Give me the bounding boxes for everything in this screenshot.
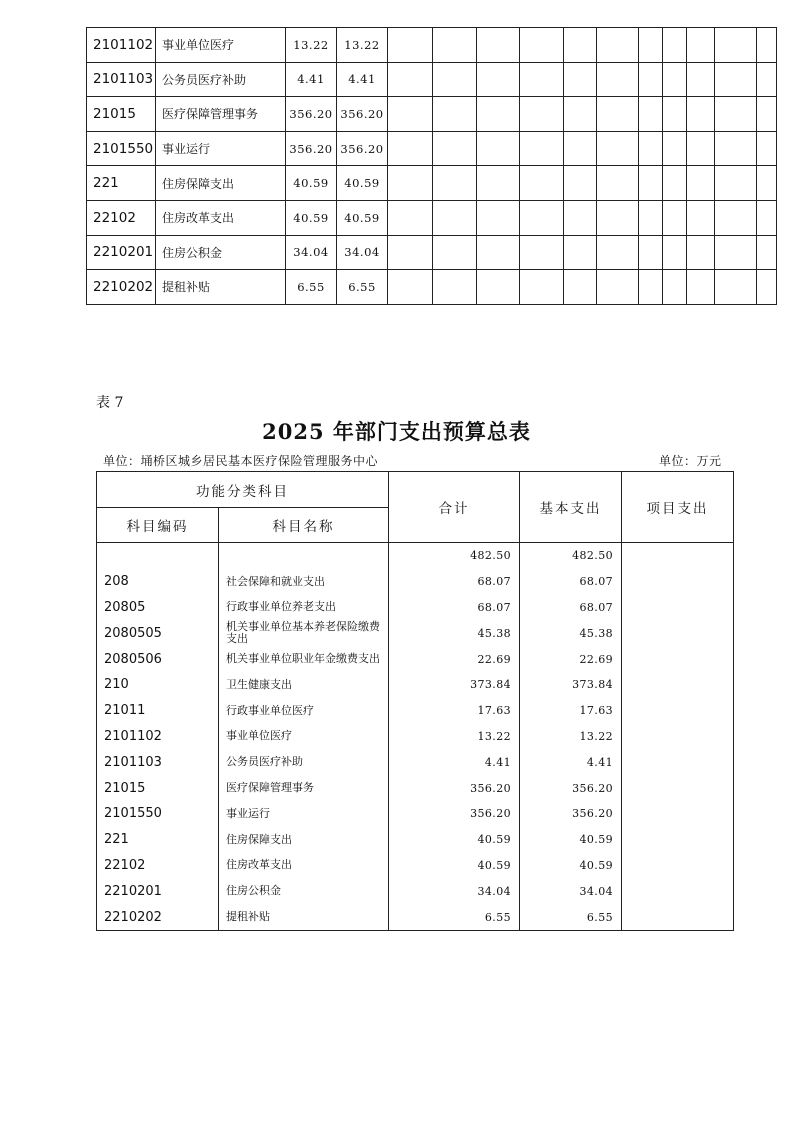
row-basic: 6.55 xyxy=(337,270,388,305)
row-basic: 68.07 xyxy=(520,569,622,595)
row-basic: 68.07 xyxy=(520,595,622,621)
row-basic: 13.22 xyxy=(520,724,622,750)
empty-cell xyxy=(388,131,433,166)
row-name: 事业运行 xyxy=(156,131,286,166)
row-name: 医疗保障管理事务 xyxy=(156,97,286,132)
row-total: 6.55 xyxy=(286,270,337,305)
empty-cell xyxy=(477,200,520,235)
row-total: 40.59 xyxy=(286,200,337,235)
table-row xyxy=(87,200,777,235)
row-name: 住房保障支出 xyxy=(219,827,389,853)
row-code: 21015 xyxy=(97,775,219,801)
empty-cell xyxy=(639,270,663,305)
row-code: 210 xyxy=(97,672,219,698)
empty-cell xyxy=(663,200,687,235)
header-basic-expenditure: 基本支出 xyxy=(520,472,622,543)
empty-cell xyxy=(520,235,564,270)
empty-cell xyxy=(564,270,597,305)
table-row xyxy=(97,853,734,879)
row-total: 40.59 xyxy=(286,166,337,201)
empty-cell xyxy=(715,270,757,305)
table-row xyxy=(97,724,734,750)
row-name: 社会保障和就业支出 xyxy=(219,569,389,595)
row-name: 医疗保障管理事务 xyxy=(219,775,389,801)
empty-cell xyxy=(757,28,777,63)
row-total: 34.04 xyxy=(389,878,520,904)
row-name: 提租补贴 xyxy=(219,904,389,930)
row-name: 行政事业单位养老支出 xyxy=(219,595,389,621)
row-basic: 373.84 xyxy=(520,672,622,698)
row-project xyxy=(622,827,734,853)
row-basic: 40.59 xyxy=(520,853,622,879)
table-row xyxy=(97,620,734,646)
row-code: 2101550 xyxy=(87,131,156,166)
row-basic: 40.59 xyxy=(337,200,388,235)
row-name: 机关事业单位职业年金缴费支出 xyxy=(219,646,389,672)
empty-cell xyxy=(663,166,687,201)
table-row xyxy=(97,672,734,698)
empty-cell xyxy=(639,62,663,97)
row-total: 373.84 xyxy=(389,672,520,698)
row-code: 2101550 xyxy=(97,801,219,827)
header-subject-code: 科目编码 xyxy=(97,508,219,543)
row-code xyxy=(97,543,219,569)
empty-cell xyxy=(639,28,663,63)
empty-cell xyxy=(715,200,757,235)
empty-cell xyxy=(597,131,639,166)
table-row xyxy=(97,698,734,724)
empty-cell xyxy=(687,97,715,132)
table-row xyxy=(97,595,734,621)
empty-cell xyxy=(433,97,477,132)
empty-cell xyxy=(663,28,687,63)
row-basic: 13.22 xyxy=(337,28,388,63)
row-basic: 34.04 xyxy=(337,235,388,270)
row-name: 提租补贴 xyxy=(156,270,286,305)
row-name: 住房公积金 xyxy=(156,235,286,270)
table-row xyxy=(97,878,734,904)
row-name: 机关事业单位基本养老保险缴费支出 xyxy=(219,620,389,646)
table-row xyxy=(97,543,734,569)
empty-cell xyxy=(433,166,477,201)
empty-cell xyxy=(520,200,564,235)
row-total: 22.69 xyxy=(389,646,520,672)
empty-cell xyxy=(663,270,687,305)
empty-cell xyxy=(757,166,777,201)
row-total: 40.59 xyxy=(389,853,520,879)
table-row xyxy=(97,801,734,827)
row-name: 卫生健康支出 xyxy=(219,672,389,698)
table-row xyxy=(97,827,734,853)
empty-cell xyxy=(388,270,433,305)
empty-cell xyxy=(388,200,433,235)
row-project xyxy=(622,904,734,930)
empty-cell xyxy=(388,235,433,270)
empty-cell xyxy=(433,235,477,270)
empty-cell xyxy=(639,235,663,270)
empty-cell xyxy=(477,28,520,63)
table-row xyxy=(97,646,734,672)
row-code: 20805 xyxy=(97,595,219,621)
row-total: 4.41 xyxy=(389,749,520,775)
empty-cell xyxy=(687,200,715,235)
row-project xyxy=(622,569,734,595)
empty-cell xyxy=(520,28,564,63)
row-code: 21015 xyxy=(87,97,156,132)
empty-cell xyxy=(564,62,597,97)
empty-cell xyxy=(687,270,715,305)
row-basic: 4.41 xyxy=(520,749,622,775)
empty-cell xyxy=(520,131,564,166)
row-total: 356.20 xyxy=(389,775,520,801)
row-code: 21011 xyxy=(97,698,219,724)
empty-cell xyxy=(477,131,520,166)
row-basic: 45.38 xyxy=(520,620,622,646)
row-project xyxy=(622,801,734,827)
empty-cell xyxy=(639,97,663,132)
empty-cell xyxy=(757,131,777,166)
empty-cell xyxy=(687,166,715,201)
row-project xyxy=(622,698,734,724)
empty-cell xyxy=(564,200,597,235)
header-subject-name: 科目名称 xyxy=(219,508,389,543)
row-total: 482.50 xyxy=(389,543,520,569)
empty-cell xyxy=(564,235,597,270)
row-code: 208 xyxy=(97,569,219,595)
row-basic: 356.20 xyxy=(337,97,388,132)
empty-cell xyxy=(663,131,687,166)
row-code: 22102 xyxy=(97,853,219,879)
empty-cell xyxy=(433,270,477,305)
empty-cell xyxy=(715,97,757,132)
row-code: 2101103 xyxy=(87,62,156,97)
empty-cell xyxy=(597,97,639,132)
empty-cell xyxy=(564,28,597,63)
row-code: 2210201 xyxy=(87,235,156,270)
row-total: 6.55 xyxy=(389,904,520,930)
table-body xyxy=(97,543,734,931)
empty-cell xyxy=(520,166,564,201)
row-name: 公务员医疗补助 xyxy=(219,749,389,775)
row-name: 行政事业单位医疗 xyxy=(219,698,389,724)
empty-cell xyxy=(597,200,639,235)
empty-cell xyxy=(757,97,777,132)
empty-cell xyxy=(597,62,639,97)
table-row xyxy=(87,235,777,270)
row-name: 住房公积金 xyxy=(219,878,389,904)
row-total: 4.41 xyxy=(286,62,337,97)
row-total: 17.63 xyxy=(389,698,520,724)
row-code: 22102 xyxy=(87,200,156,235)
empty-cell xyxy=(564,97,597,132)
row-basic: 356.20 xyxy=(337,131,388,166)
empty-cell xyxy=(715,166,757,201)
empty-cell xyxy=(433,200,477,235)
row-total: 356.20 xyxy=(389,801,520,827)
row-basic: 40.59 xyxy=(520,827,622,853)
empty-cell xyxy=(715,235,757,270)
row-project xyxy=(622,543,734,569)
previous-table-continuation xyxy=(86,27,777,305)
row-basic: 22.69 xyxy=(520,646,622,672)
empty-cell xyxy=(388,166,433,201)
empty-cell xyxy=(520,97,564,132)
row-total: 13.22 xyxy=(286,28,337,63)
previous-table-body xyxy=(87,28,777,305)
empty-cell xyxy=(433,131,477,166)
empty-cell xyxy=(477,235,520,270)
empty-cell xyxy=(639,131,663,166)
row-basic: 356.20 xyxy=(520,801,622,827)
row-code: 221 xyxy=(97,827,219,853)
empty-cell xyxy=(639,166,663,201)
row-name: 住房改革支出 xyxy=(156,200,286,235)
empty-cell xyxy=(757,200,777,235)
empty-cell xyxy=(477,62,520,97)
empty-cell xyxy=(388,97,433,132)
row-name xyxy=(219,543,389,569)
row-total: 68.07 xyxy=(389,595,520,621)
expenditure-budget-table xyxy=(96,471,734,931)
empty-cell xyxy=(388,28,433,63)
table-row xyxy=(87,28,777,63)
row-name: 公务员医疗补助 xyxy=(156,62,286,97)
table-header xyxy=(97,472,734,543)
table-row xyxy=(87,62,777,97)
empty-cell xyxy=(564,131,597,166)
row-project xyxy=(622,595,734,621)
empty-cell xyxy=(520,62,564,97)
row-basic: 40.59 xyxy=(337,166,388,201)
table-row xyxy=(97,775,734,801)
table-number-label: 表 7 xyxy=(96,395,124,411)
row-basic: 34.04 xyxy=(520,878,622,904)
row-basic: 356.20 xyxy=(520,775,622,801)
row-code: 2080505 xyxy=(97,620,219,646)
row-code: 2101102 xyxy=(97,724,219,750)
row-basic: 482.50 xyxy=(520,543,622,569)
row-code: 2101103 xyxy=(97,749,219,775)
row-basic: 4.41 xyxy=(337,62,388,97)
row-code: 2101102 xyxy=(87,28,156,63)
empty-cell xyxy=(757,270,777,305)
empty-cell xyxy=(597,235,639,270)
page-title: 2025 年部门支出预算总表 xyxy=(262,419,531,444)
row-code: 2210201 xyxy=(97,878,219,904)
row-project xyxy=(622,646,734,672)
table-row xyxy=(87,270,777,305)
row-code: 221 xyxy=(87,166,156,201)
row-project xyxy=(622,775,734,801)
row-project xyxy=(622,853,734,879)
row-name: 住房改革支出 xyxy=(219,853,389,879)
row-name: 事业单位医疗 xyxy=(219,724,389,750)
currency-unit-label: 单位：万元 xyxy=(659,454,722,468)
empty-cell xyxy=(597,166,639,201)
table-row xyxy=(87,97,777,132)
empty-cell xyxy=(433,28,477,63)
row-name: 住房保障支出 xyxy=(156,166,286,201)
empty-cell xyxy=(687,235,715,270)
table-row xyxy=(97,749,734,775)
reporting-unit-label: 单位：埇桥区城乡居民基本医疗保险管理服务中心 xyxy=(103,454,379,468)
empty-cell xyxy=(715,131,757,166)
header-project-expenditure: 项目支出 xyxy=(622,472,734,543)
row-code: 2210202 xyxy=(87,270,156,305)
row-code: 2080506 xyxy=(97,646,219,672)
row-name: 事业运行 xyxy=(219,801,389,827)
row-total: 40.59 xyxy=(389,827,520,853)
empty-cell xyxy=(639,200,663,235)
header-function-category: 功能分类科目 xyxy=(97,472,389,508)
row-basic: 6.55 xyxy=(520,904,622,930)
empty-cell xyxy=(663,97,687,132)
row-basic: 17.63 xyxy=(520,698,622,724)
row-total: 356.20 xyxy=(286,97,337,132)
empty-cell xyxy=(687,131,715,166)
header-total: 合计 xyxy=(389,472,520,543)
empty-cell xyxy=(757,62,777,97)
empty-cell xyxy=(433,62,477,97)
row-project xyxy=(622,620,734,646)
empty-cell xyxy=(564,166,597,201)
row-project xyxy=(622,878,734,904)
empty-cell xyxy=(477,270,520,305)
row-total: 45.38 xyxy=(389,620,520,646)
empty-cell xyxy=(687,62,715,97)
empty-cell xyxy=(477,166,520,201)
row-project xyxy=(622,749,734,775)
empty-cell xyxy=(757,235,777,270)
empty-cell xyxy=(687,28,715,63)
row-total: 356.20 xyxy=(286,131,337,166)
empty-cell xyxy=(663,235,687,270)
empty-cell xyxy=(715,28,757,63)
empty-cell xyxy=(597,28,639,63)
row-name: 事业单位医疗 xyxy=(156,28,286,63)
empty-cell xyxy=(388,62,433,97)
row-total: 34.04 xyxy=(286,235,337,270)
empty-cell xyxy=(715,62,757,97)
empty-cell xyxy=(477,97,520,132)
empty-cell xyxy=(520,270,564,305)
row-project xyxy=(622,724,734,750)
empty-cell xyxy=(663,62,687,97)
row-code: 2210202 xyxy=(97,904,219,930)
table-row xyxy=(97,904,734,930)
row-project xyxy=(622,672,734,698)
row-total: 68.07 xyxy=(389,569,520,595)
table-row xyxy=(97,569,734,595)
table-row xyxy=(87,166,777,201)
table-row xyxy=(87,131,777,166)
empty-cell xyxy=(597,270,639,305)
row-total: 13.22 xyxy=(389,724,520,750)
